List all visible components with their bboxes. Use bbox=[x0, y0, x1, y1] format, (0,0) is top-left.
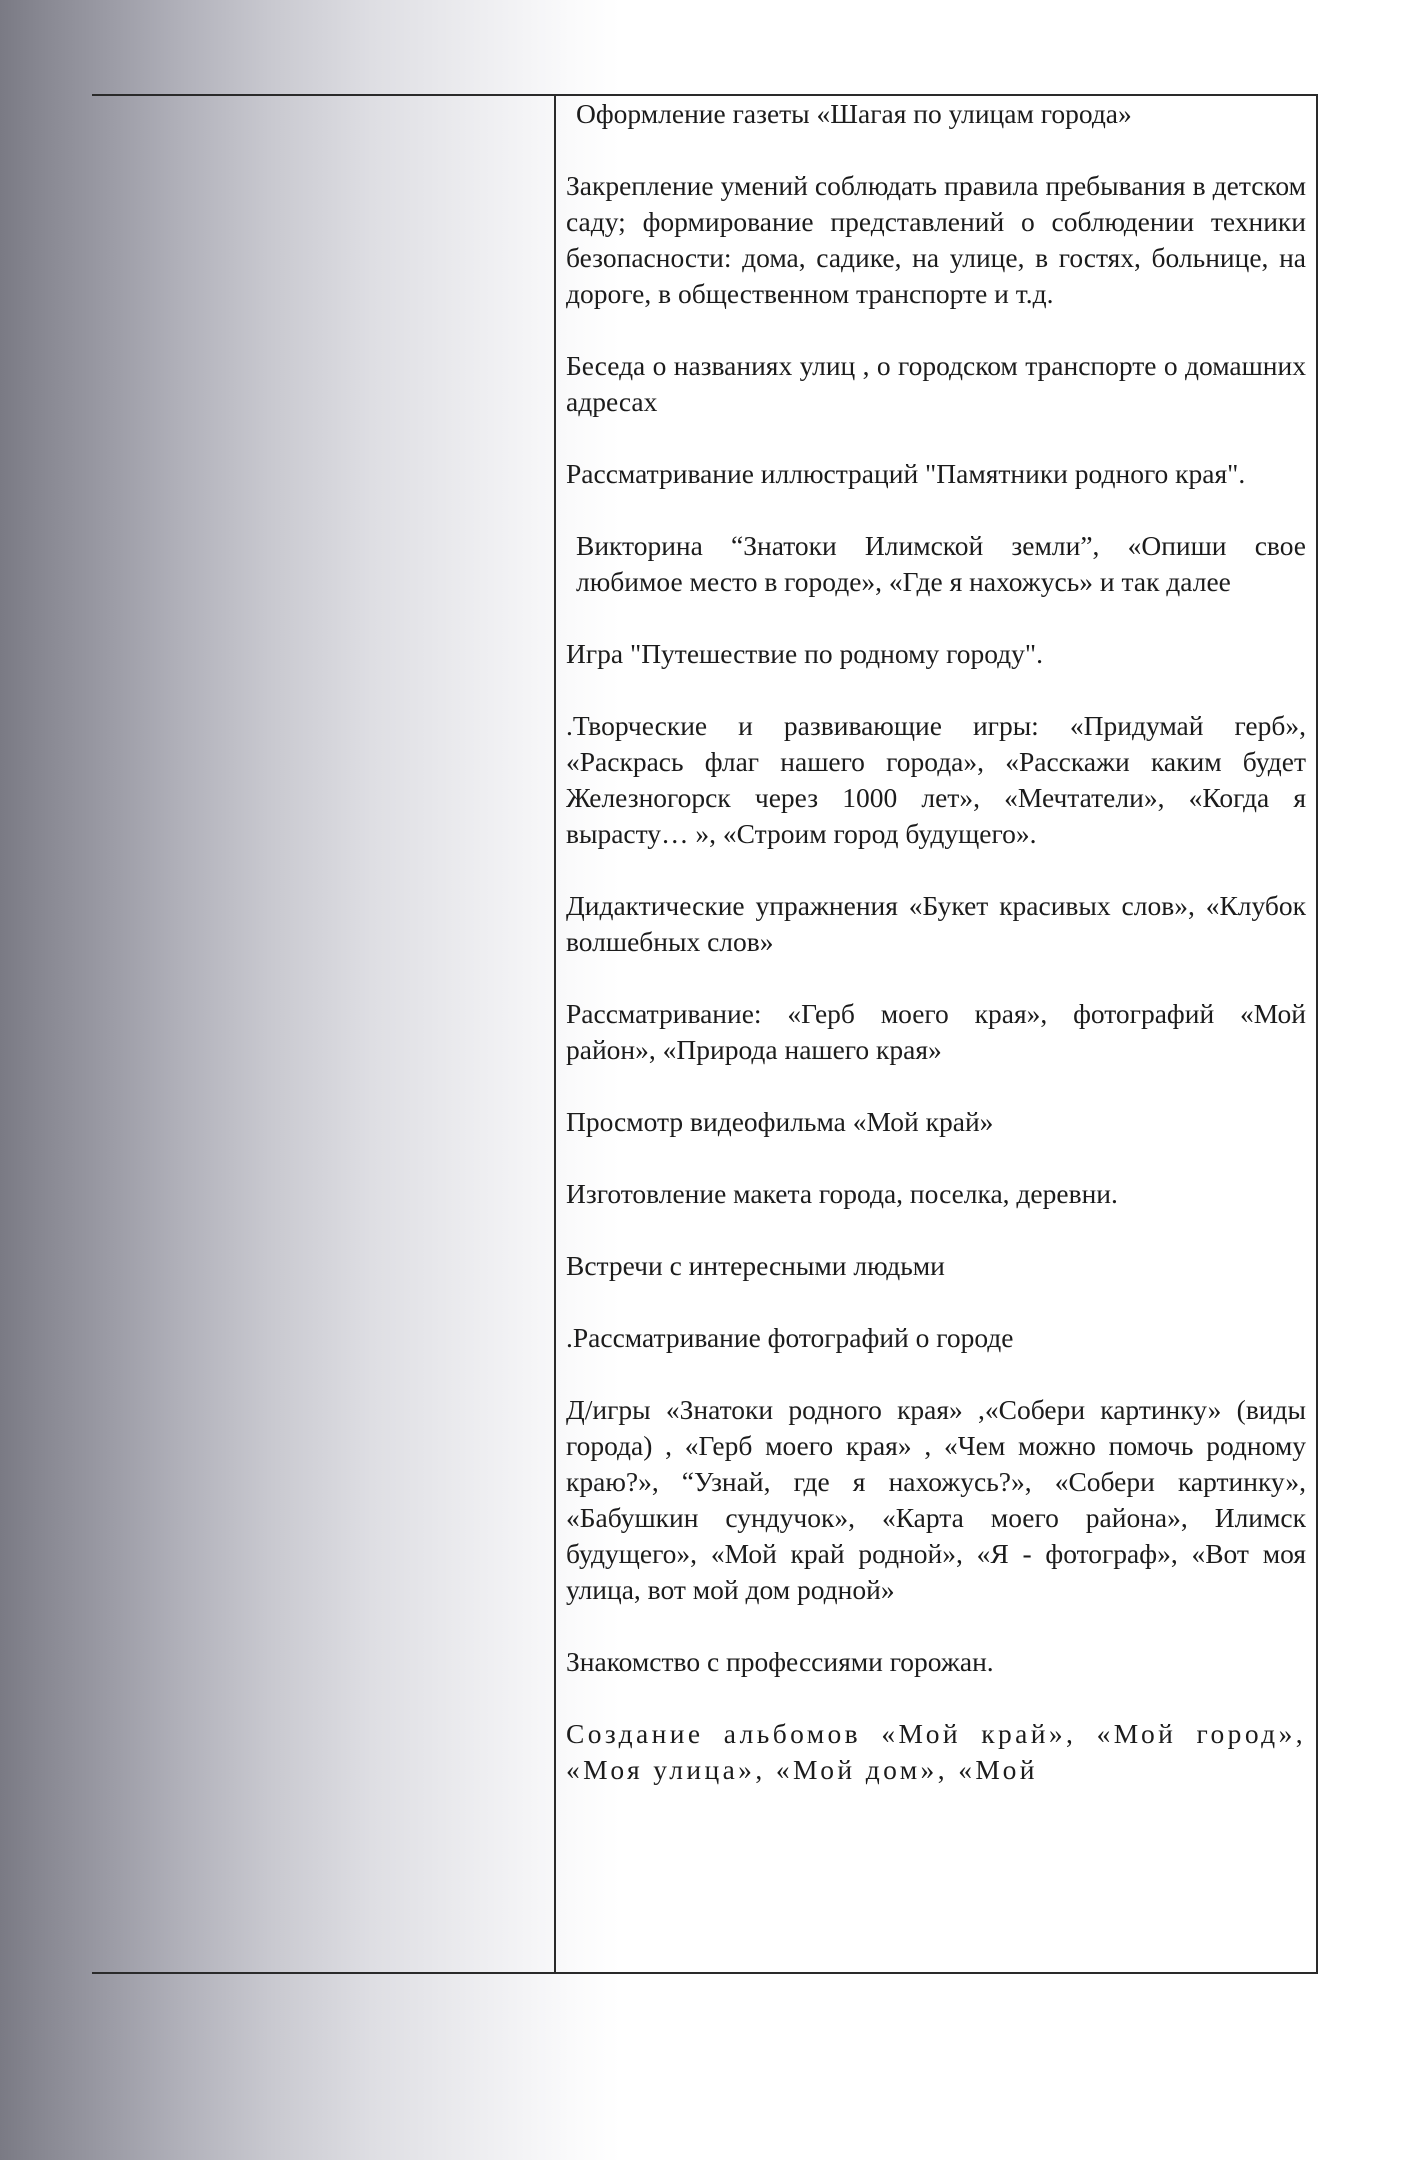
activity-entry: Знакомство с профессиями горожан. bbox=[566, 1646, 994, 1677]
activity-entry: Викторина “Знатоки Илимской земли”, «Опиши свое любимое место в городе», «Где я нахожусь» и так далее bbox=[576, 530, 1306, 597]
activity-entry: Рассматривание иллюстраций "Памятники родного края". bbox=[566, 458, 1246, 489]
scan-shadow bbox=[0, 0, 620, 2160]
activity-entry: Рассматривание: «Герб моего края», фотографий «Мой район», «Природа нашего края» bbox=[566, 998, 1306, 1065]
activity-entry: Закрепление умений соблюдать правила пребывания в детском саду; формирование представлений о соблюдении техники безопасности: дома, садике, на улице, в гостях, больнице, на дороге, в общественном транспорте и т.д. bbox=[566, 170, 1306, 309]
activity-entry: Игра "Путешествие по родному городу". bbox=[566, 638, 1044, 669]
activities-column bbox=[566, 92, 1306, 1788]
activity-entry: Д/игры «Знатоки родного края» ,«Собери картинку» (виды города) , «Герб моего края» , «Чем можно помочь родному краю?», “Узнай, где я нахожусь?», «Собери картинку», «Бабушкин сундучок», «Карта моего района», Илимск будущего», «Мой край родной», «Я - фотограф», «Вот моя улица, вот мой дом родной» bbox=[566, 1394, 1306, 1605]
activity-entry: Оформление газеты «Шагая по улицам города» bbox=[576, 98, 1132, 129]
activity-entry: Изготовление макета города, поселка, деревни. bbox=[566, 1178, 1118, 1209]
activity-entry: Дидактические упражнения «Букет красивых слов», «Клубок волшебных слов» bbox=[566, 890, 1306, 957]
activity-entry: Создание альбомов «Мой край», «Мой город», «Моя улица», «Мой дом», «Мой bbox=[566, 1718, 1306, 1785]
activity-entry: Просмотр видеофильма «Мой край» bbox=[566, 1106, 994, 1137]
activity-entry: .Рассматривание фотографий о городе bbox=[566, 1322, 1014, 1353]
activity-entry: Встречи с интересными людьми bbox=[566, 1250, 945, 1281]
table-right-border bbox=[1316, 94, 1318, 1974]
activity-entry: .Творческие и развивающие игры: «Придумай герб», «Раскрась флаг нашего города», «Расскажи каким будет Железногорск через 1000 лет», «Мечтатели», «Когда я вырасту… », «Строим город будущего». bbox=[566, 710, 1306, 849]
table-bottom-border bbox=[92, 1972, 1318, 1974]
table-column-divider bbox=[554, 94, 556, 1974]
activity-entry: Беседа о названиях улиц , о городском транспорте о домашних адресах bbox=[566, 350, 1306, 417]
